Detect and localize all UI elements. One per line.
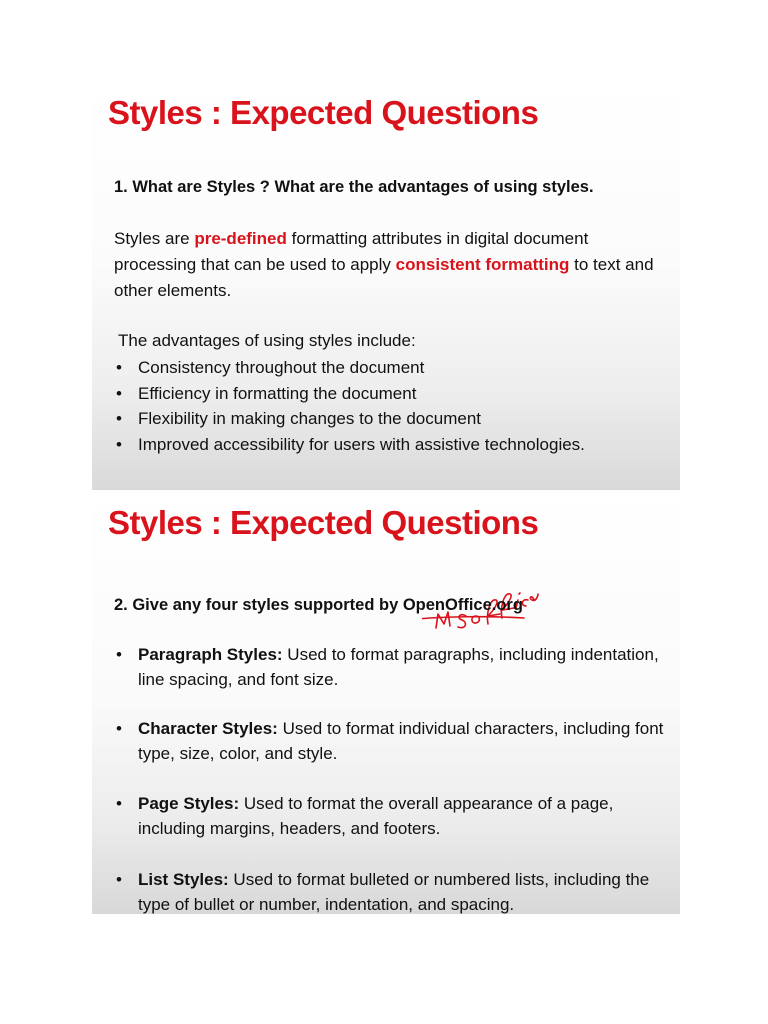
list-item: • Improved accessibility for users with assistive technologies. <box>114 432 585 458</box>
list-item: • Efficiency in formatting the document <box>114 381 585 407</box>
slide-1-title: Styles : Expected Questions <box>108 94 539 131</box>
question-2: 2. Give any four styles supported by OpenOffice.org <box>114 596 523 614</box>
advantages-list <box>114 355 585 457</box>
style-term: Character Styles: <box>138 719 278 738</box>
definition-text-1: Styles are <box>114 229 195 248</box>
slide-2 <box>92 490 680 914</box>
style-desc: Used to format individual characters, including font type, size, color, and style. <box>138 719 664 763</box>
style-term: Page Styles: <box>138 794 240 813</box>
style-item-list <box>114 867 666 917</box>
definition-text-2: formatting attributes in digital document processing that can be used to apply <box>114 229 589 274</box>
style-term: List Styles: <box>138 870 229 889</box>
style-item-paragraph <box>114 642 666 692</box>
slide-2-title: Styles : Expected Questions <box>108 504 539 541</box>
definition-text-3: to text and other elements. <box>114 255 654 300</box>
slide-1 <box>92 82 680 490</box>
list-item: • Consistency throughout the document <box>114 355 585 381</box>
style-desc: Used to format the overall appearance of a page, including margins, headers, and footers. <box>138 794 614 838</box>
style-desc: Used to format bulleted or numbered lists, including the type of bullet or number, indentation, and spacing. <box>138 870 650 914</box>
question-1: 1. What are Styles ? What are the advantages of using styles. <box>114 178 594 196</box>
highlight-pre-defined: pre-defined <box>194 229 287 248</box>
definition-paragraph <box>114 226 654 304</box>
style-term: Paragraph Styles: <box>138 645 283 664</box>
style-item-page <box>114 791 666 841</box>
style-desc: Used to format paragraphs, including indentation, line spacing, and font size. <box>138 645 659 689</box>
list-item: • Flexibility in making changes to the document <box>114 406 585 432</box>
handwritten-note: MSoffice <box>422 550 426 551</box>
style-item-character <box>114 716 666 766</box>
handwritten-annotation <box>422 550 542 630</box>
advantages-intro: The advantages of using styles include: <box>118 331 416 350</box>
highlight-consistent-formatting: consistent formatting <box>395 255 570 274</box>
